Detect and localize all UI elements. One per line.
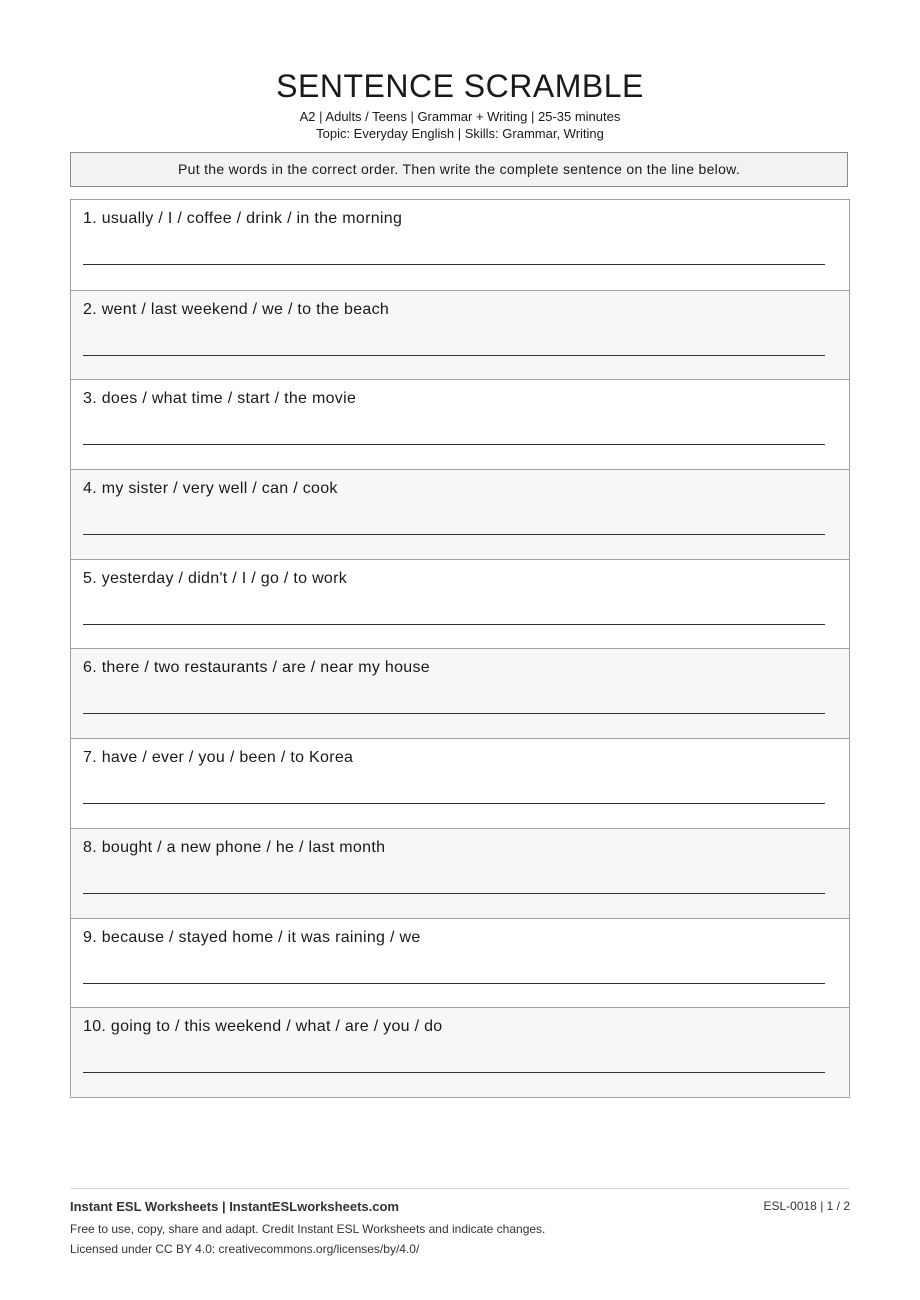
answer-line[interactable] xyxy=(83,534,825,535)
exercise-item xyxy=(71,379,849,469)
scrambled-sentence: 4. my sister / very well / can / cook xyxy=(83,480,338,498)
answer-line[interactable] xyxy=(83,803,825,804)
page-title: SENTENCE SCRAMBLE xyxy=(276,68,644,104)
scrambled-sentence: 5. yesterday / didn't / I / go / to work xyxy=(83,569,348,587)
exercise-list xyxy=(70,199,850,1098)
answer-line[interactable] xyxy=(83,893,825,894)
exercise-item xyxy=(71,559,849,649)
answer-line[interactable] xyxy=(83,624,825,625)
scrambled-sentence: 7. have / ever / you / been / to Korea xyxy=(83,749,354,767)
exercise-item xyxy=(71,200,849,290)
answer-line[interactable] xyxy=(83,983,825,984)
scrambled-sentence: 1. usually / I / coffee / drink / in the morning xyxy=(83,210,403,227)
scrambled-sentence: 6. there / two restaurants / are / near my house xyxy=(83,659,431,677)
worksheet-meta-topic: Topic: Everyday English | Skills: Grammar, Writing xyxy=(316,126,604,141)
exercise-item xyxy=(71,918,849,1008)
license-notice: Free to use, copy, share and adapt. Credit Instant ESL Worksheets and indicate changes. xyxy=(70,1222,546,1236)
license-link-text: Licensed under CC BY 4.0: creativecommons.org/licenses/by/4.0/ xyxy=(70,1242,420,1256)
scrambled-sentence: 8. bought / a new phone / he / last month xyxy=(83,838,386,856)
answer-line[interactable] xyxy=(83,1072,825,1073)
exercise-item xyxy=(71,738,849,828)
answer-line[interactable] xyxy=(83,355,825,356)
answer-line[interactable] xyxy=(83,444,825,445)
answer-line[interactable] xyxy=(83,713,825,714)
exercise-item xyxy=(71,469,849,559)
exercise-item xyxy=(71,828,849,918)
exercise-item xyxy=(71,290,849,380)
worksheet-meta-level: A2 | Adults / Teens | Grammar + Writing | 25-35 minutes xyxy=(299,109,621,124)
scrambled-sentence: 2. went / last weekend / we / to the beach xyxy=(83,300,390,318)
instructions-box: Put the words in the correct order. Then write the complete sentence on the line below. xyxy=(70,152,848,187)
answer-line[interactable] xyxy=(83,264,825,265)
exercise-item xyxy=(71,1007,849,1097)
scrambled-sentence: 9. because / stayed home / it was raining / we xyxy=(83,928,421,946)
exercise-item xyxy=(71,648,849,738)
worksheet-code: ESL-0018 | 1 / 2 xyxy=(763,1199,850,1213)
scrambled-sentence: 10. going to / this weekend / what / are / you / do xyxy=(83,1018,443,1036)
page-footer xyxy=(70,1188,850,1256)
worksheet-header xyxy=(0,64,920,142)
footer-brand: Instant ESL Worksheets | InstantESLworksheets.com xyxy=(70,1199,399,1214)
scrambled-sentence: 3. does / what time / start / the movie xyxy=(83,390,357,408)
